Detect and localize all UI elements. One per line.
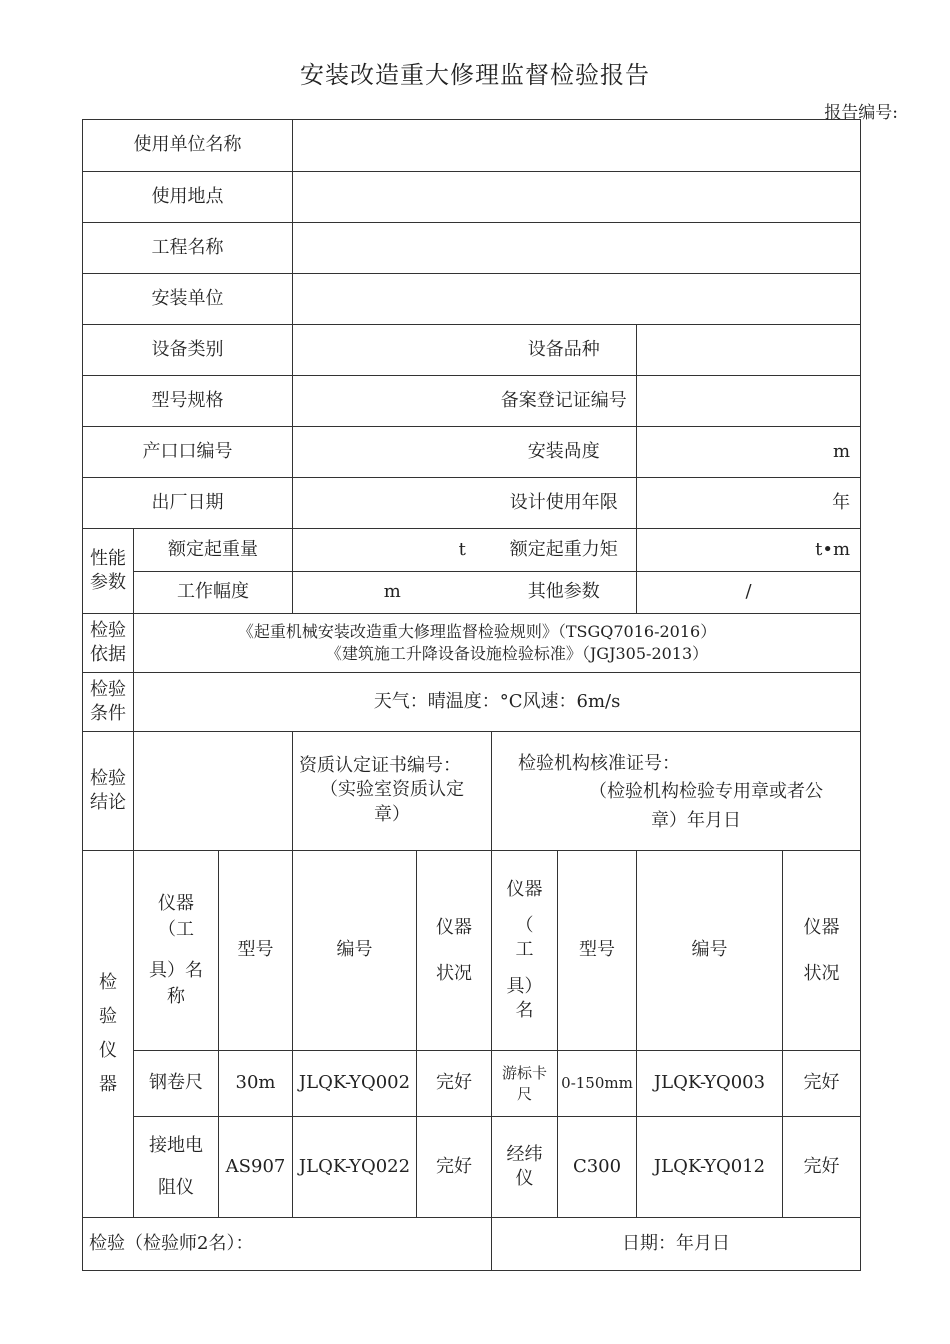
head-right-name-5: 名 xyxy=(515,999,534,1021)
org-label: 检验机构核准证号： xyxy=(518,753,681,774)
inst2-right-name-2: 仪 xyxy=(515,1168,534,1189)
row-perf-2 xyxy=(83,572,861,614)
equip-type-value xyxy=(293,325,492,376)
conditions-text: 天气：晴温度：°C风速：6m/s xyxy=(134,673,861,732)
inst1-right-name-1: 游标卡 xyxy=(502,1064,548,1083)
instruments-label-char: 检 xyxy=(99,972,117,993)
head-left-name-3: 具）名 xyxy=(149,959,203,981)
inst1-right-model: 0-150mm xyxy=(558,1051,637,1117)
inst1-right-name xyxy=(492,1051,558,1117)
row-user-unit xyxy=(83,120,861,172)
design-life-unit: 年 xyxy=(637,478,861,529)
inst2-left-status: 完好 xyxy=(417,1117,492,1218)
other-params-label: 其他参数 xyxy=(492,572,637,614)
mfg-date-value xyxy=(293,478,492,529)
inst2-left-name-2: 阻仪 xyxy=(158,1177,194,1198)
rated-load-unit: t xyxy=(293,529,492,572)
equip-variety-label: 设备品种 xyxy=(492,325,637,376)
org-seal-line1: （检验机构检验专用章或者公 xyxy=(589,781,824,803)
basis-label-line1: 检验 xyxy=(90,619,126,641)
head-right-status-1: 仪器 xyxy=(803,916,840,938)
head-left-status-1: 仪器 xyxy=(436,916,473,938)
rated-moment-unit: t•m xyxy=(637,529,861,572)
equip-type-label: 设备类别 xyxy=(83,325,293,376)
row-instrument-1 xyxy=(83,1051,861,1117)
inst2-left-name-1: 接地电 xyxy=(149,1134,203,1156)
install-height-unit: m xyxy=(637,427,861,478)
row-location xyxy=(83,172,861,223)
head-left-name xyxy=(134,851,219,1051)
rated-load-label: 额定起重量 xyxy=(134,529,293,572)
design-life-label: 设计使用年限 xyxy=(492,478,637,529)
row-product-no xyxy=(83,427,861,478)
row-instrument-2 xyxy=(83,1117,861,1218)
project-name-label: 工程名称 xyxy=(83,223,293,274)
row-perf-1 xyxy=(83,529,861,572)
row-conclusion xyxy=(83,732,861,851)
user-unit-value xyxy=(293,120,861,172)
basis-label xyxy=(83,614,134,673)
instruments-label-char: 仪 xyxy=(99,1040,117,1061)
row-mfg-date xyxy=(83,478,861,529)
basis-line-1: 《起重机械安装改造重大修理监督检验规则》（TSGQ7016-2016） xyxy=(237,622,717,642)
head-left-name-1: 仪器 xyxy=(158,893,194,915)
head-right-status-2: 状况 xyxy=(803,962,840,984)
inspector-signature-label: 检验（检验师2名）： xyxy=(83,1218,492,1271)
inst1-right-number: JLQK-YQ003 xyxy=(637,1051,783,1117)
install-height-label: 安装咼度 xyxy=(492,427,637,478)
row-project-name xyxy=(83,223,861,274)
other-params-value: / xyxy=(637,572,861,614)
head-left-number: 编号 xyxy=(293,851,417,1051)
row-basis xyxy=(83,614,861,673)
model-spec-value xyxy=(293,376,492,427)
filing-no-value xyxy=(637,376,861,427)
equip-variety-value xyxy=(637,325,861,376)
product-no-value xyxy=(293,427,492,478)
head-right-name xyxy=(492,851,558,1051)
inst1-left-status: 完好 xyxy=(417,1051,492,1117)
instruments-label-char: 验 xyxy=(99,1006,117,1027)
row-install-unit xyxy=(83,274,861,325)
cert-label: 资质认定证书编号： xyxy=(299,755,462,776)
cert-seal-line1: （实验室资质认定 xyxy=(320,779,465,801)
inst2-right-name xyxy=(492,1117,558,1218)
report-table xyxy=(82,119,861,1271)
report-title: 安装改造重大修理监督检验报告 xyxy=(300,61,650,89)
conditions-label-line2: 条件 xyxy=(90,703,126,724)
head-right-name-3: 工 xyxy=(515,939,534,961)
work-range-label: 工作幅度 xyxy=(134,572,293,614)
head-right-name-4: 具） xyxy=(506,975,543,997)
row-conditions xyxy=(83,673,861,732)
perf-label xyxy=(83,529,134,614)
cert-block xyxy=(293,732,492,851)
inst1-left-number: JLQK-YQ002 xyxy=(293,1051,417,1117)
inst2-right-name-1: 经纬 xyxy=(506,1143,543,1165)
inst2-right-model: C300 xyxy=(558,1117,637,1218)
inst2-right-status: 完好 xyxy=(783,1117,861,1218)
inst1-left-model: 30m xyxy=(219,1051,293,1117)
head-right-name-1: 仪器 xyxy=(506,878,543,900)
conclusion-blank xyxy=(134,732,293,851)
inst2-right-number: JLQK-YQ012 xyxy=(637,1117,783,1218)
inst1-right-status: 完好 xyxy=(783,1051,861,1117)
row-equip-type xyxy=(83,325,861,376)
filing-no-label: 备案登记证编号 xyxy=(492,376,637,427)
location-value xyxy=(293,172,861,223)
head-left-status xyxy=(417,851,492,1051)
report-number-label: 报告编号: xyxy=(824,103,898,123)
head-right-status xyxy=(783,851,861,1051)
project-name-value xyxy=(293,223,861,274)
conclusion-label xyxy=(83,732,134,851)
conditions-label xyxy=(83,673,134,732)
product-no-label: 产口口编号 xyxy=(83,427,293,478)
head-left-name-4: 称 xyxy=(167,985,185,1007)
head-left-status-2: 状况 xyxy=(436,962,473,984)
basis-line-2: 《建筑施工升降设备设施检验标准》（JGJ305-2013） xyxy=(325,644,709,663)
head-left-name-2: （工 xyxy=(158,919,194,941)
mfg-date-label: 出厂日期 xyxy=(83,478,293,529)
conditions-label-line1: 检验 xyxy=(90,678,126,700)
head-left-model: 型号 xyxy=(219,851,293,1051)
inst1-left-name: 钢卷尺 xyxy=(134,1051,219,1117)
inst2-left-number: JLQK-YQ022 xyxy=(293,1117,417,1218)
model-spec-label: 型号规格 xyxy=(83,376,293,427)
rated-moment-label: 额定起重力矩 xyxy=(492,529,637,572)
work-range-unit: m xyxy=(293,572,492,614)
org-seal-line2: 章）年月日 xyxy=(651,809,742,831)
row-model-spec xyxy=(83,376,861,427)
cert-seal-line2: 章） xyxy=(374,803,411,825)
basis-label-line2: 依据 xyxy=(90,644,126,665)
instruments-label-char: 器 xyxy=(99,1074,117,1095)
install-unit-label: 安装单位 xyxy=(83,274,293,325)
basis-text xyxy=(134,614,861,673)
install-unit-value xyxy=(293,274,861,325)
row-instrument-head xyxy=(83,851,861,1051)
perf-label-line2: 参数 xyxy=(90,572,126,593)
head-right-name-2: （ xyxy=(515,915,534,937)
conclusion-label-line2: 结论 xyxy=(90,792,126,813)
user-unit-label: 使用单位名称 xyxy=(83,120,293,172)
conclusion-label-line1: 检验 xyxy=(90,767,126,789)
instruments-label xyxy=(83,851,134,1218)
perf-label-line1: 性能 xyxy=(90,547,126,569)
org-block xyxy=(492,732,861,851)
inspection-date-label: 日期：年月日 xyxy=(492,1218,861,1271)
inst2-left-name xyxy=(134,1117,219,1218)
inst2-left-model: AS907 xyxy=(219,1117,293,1218)
head-right-model: 型号 xyxy=(558,851,637,1051)
location-label: 使用地点 xyxy=(83,172,293,223)
inst1-right-name-2: 尺 xyxy=(517,1084,533,1103)
row-footer xyxy=(83,1218,861,1271)
head-right-number: 编号 xyxy=(637,851,783,1051)
